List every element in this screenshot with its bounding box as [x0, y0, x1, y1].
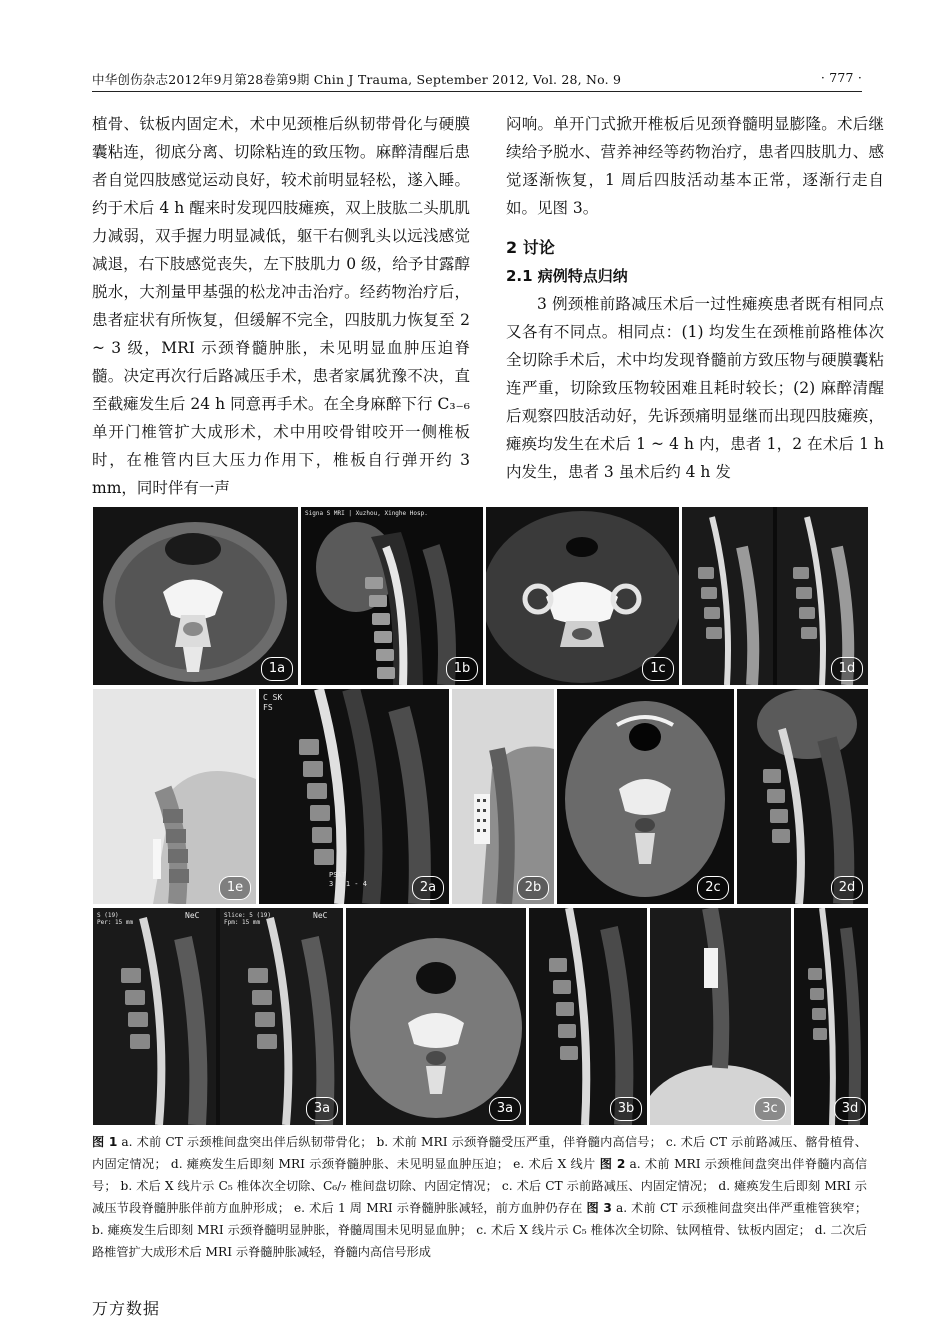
figure-panel	[793, 907, 869, 1126]
scanner-overlay-text: NeC	[185, 911, 200, 920]
figure-panel	[92, 907, 344, 1126]
panel-label: 1a	[261, 657, 293, 681]
figure-panel	[556, 688, 735, 905]
scanner-overlay-text: Slice: 5 (19) Fpm: 15 mm	[224, 912, 271, 926]
medical-image-figure	[92, 506, 867, 1124]
mri-sagittal-image	[794, 908, 868, 1125]
scanner-overlay-text: Signa S MRI | Xuzhou, Xinghe Hosp.	[305, 510, 428, 517]
running-header	[92, 70, 862, 90]
panel-label: 1e	[219, 876, 251, 900]
xray-lateral-image	[93, 689, 256, 904]
journal-citation: 中华创伤杂志2012年9月第28卷第9期 Chin J Trauma, September 2012, Vol. 28, No. 9	[92, 72, 622, 87]
right-column	[506, 110, 884, 486]
figure-panel	[345, 907, 527, 1126]
xray-lateral-image	[452, 689, 554, 904]
caption-text-fig2: a. 术前 MRI 示颈椎间盘突出伴脊髓内高信号； b. 术后 X 线片示 C₅ 椎体次全切除、C₆/₇ 椎间盘切除、内固定情况； c. 术后 CT 示前路减压、内固定情况； d. 瘫痪发生后即刻 MRI 示减压节段脊髓肿胀伴前方血肿形成； e. 术后 1 周 MRI 示脊髓肿胀减轻，前方血肿仍存在	[92, 1157, 868, 1215]
figure-panel	[258, 688, 450, 905]
ct-axial-image	[557, 689, 734, 904]
panel-label: 1d	[831, 657, 863, 681]
ct-axial-image	[346, 908, 526, 1125]
scanner-overlay-text: PSAT 3 - 1 - 4	[329, 871, 367, 888]
body-paragraph: 3 例颈椎前路减压术后一过性瘫痪患者既有相同点又各有不同点。相同点：(1) 均发生在颈椎前路椎体次全切除手术后，术中均发现脊髓前方致压物与硬膜囊粘连严重，切除致压物较困难且耗时较长；(2) 麻醉清醒后观察四肢活动好，先诉颈痛明显继而出现四肢瘫痪，瘫痪均发生在术后 1 ~ 4 h 内，患者 1，2 在术后 1 h 内发生，患者 3 虽术后约 4 h 发	[506, 295, 884, 481]
mri-sagittal-pair-image	[93, 908, 343, 1125]
figure-panel	[736, 688, 869, 905]
figure-panel	[485, 506, 680, 686]
scanner-overlay-text: S (19) Per: 15 mm	[97, 912, 134, 926]
scanner-overlay-text: C SK FS	[263, 693, 283, 712]
figure-panel	[681, 506, 869, 686]
header-divider	[92, 91, 862, 92]
caption-label-fig1: 图 1	[92, 1135, 118, 1149]
source-watermark: 万方数据	[92, 1299, 161, 1318]
figure-panel	[300, 506, 484, 686]
body-paragraph: 闷响。单开门式掀开椎板后见颈脊髓明显膨隆。术后继续给予脱水、营养神经等药物治疗，患者四肢肌力、感觉逐渐恢复，1 周后四肢活动基本正常，逐渐行走自如。见图 3。	[506, 115, 884, 217]
figure-caption	[92, 1131, 867, 1263]
panel-label: 3c	[754, 1097, 786, 1121]
figure-panel	[92, 506, 299, 686]
panel-label: 3a	[489, 1097, 521, 1121]
panel-label: 2a	[412, 876, 444, 900]
subsection-heading: 2.1 病例特点归纳	[506, 267, 628, 285]
scanner-overlay-text: NeC	[313, 911, 328, 920]
mri-sagittal-image	[737, 689, 868, 904]
figure-panel	[92, 688, 257, 905]
page-number: · 777 ·	[820, 70, 862, 85]
figure-panel	[451, 688, 555, 905]
caption-label-fig2: 图 2	[599, 1157, 626, 1171]
xray-lateral-image	[650, 908, 791, 1125]
figure-panel	[649, 907, 792, 1126]
panel-label: 3d	[834, 1097, 866, 1121]
mri-sagittal-image	[529, 908, 647, 1125]
panel-label: 2d	[831, 876, 863, 900]
caption-text-fig1: a. 术前 CT 示颈椎间盘突出伴后纵韧带骨化； b. 术前 MRI 示颈脊髓受压严重，伴脊髓内高信号； c. 术后 CT 示前路减压、髂骨植骨、内固定情况； d. 瘫痪发生后即刻 MRI 示颈脊髓肿胀、未见明显血肿压迫； e. 术后 X 线片	[92, 1135, 867, 1171]
panel-label: 3a	[306, 1097, 338, 1121]
left-column	[92, 110, 470, 502]
panel-label: 3b	[610, 1097, 642, 1121]
panel-label: 2c	[697, 876, 729, 900]
caption-label-fig3: 图 3	[586, 1201, 612, 1215]
figure-panel	[528, 907, 648, 1126]
panel-label: 2b	[517, 876, 549, 900]
panel-label: 1c	[642, 657, 674, 681]
panel-label: 1b	[446, 657, 478, 681]
section-heading: 2 讨论	[506, 238, 555, 257]
body-paragraph: 植骨、钛板内固定术，术中见颈椎后纵韧带骨化与硬膜囊粘连，彻底分离、切除粘连的致压物。麻醉清醒后患者自觉四肢感觉运动良好，较术前明显轻松，遂入睡。约于术后 4 h 醒来时发现四肢瘫痪，双上肢肱二头肌肌力减弱，双手握力明显减低，躯干右侧乳头以远浅感觉减退，右下肢感觉丧失，左下肢肌力 0 级，给予甘露醇脱水，大剂量甲基强的松龙冲击治疗。经药物治疗后，患者症状有所恢复，但缓解不完全，四肢肌力恢复至 2 ~ 3 级，MRI 示颈脊髓肿胀，未见明显血肿压迫脊髓。决定再次行后路减压手术，患者家属犹豫不决，直至截瘫发生后 24 h 同意再手术。在全身麻醉下行 C₃₋₆ 单开门椎管扩大成形术，术中用咬骨钳咬开一侧椎板时，在椎管内巨大压力作用下，椎板自行弹开约 3 mm，同时伴有一声	[92, 115, 470, 497]
caption-text-fig3: a. 术前 CT 示颈椎间盘突出伴严重椎管狭窄； b. 瘫痪发生后即刻 MRI 示颈脊髓明显肿胀，脊髓周围未见明显血肿； c. 术后 X 线片示 C₅ 椎体次全切除、钛网植骨、钛板内固定； d. 二次后路椎管扩大成形术后 MRI 示脊髓肿胀减轻，脊髓内高信号形成	[92, 1201, 868, 1259]
